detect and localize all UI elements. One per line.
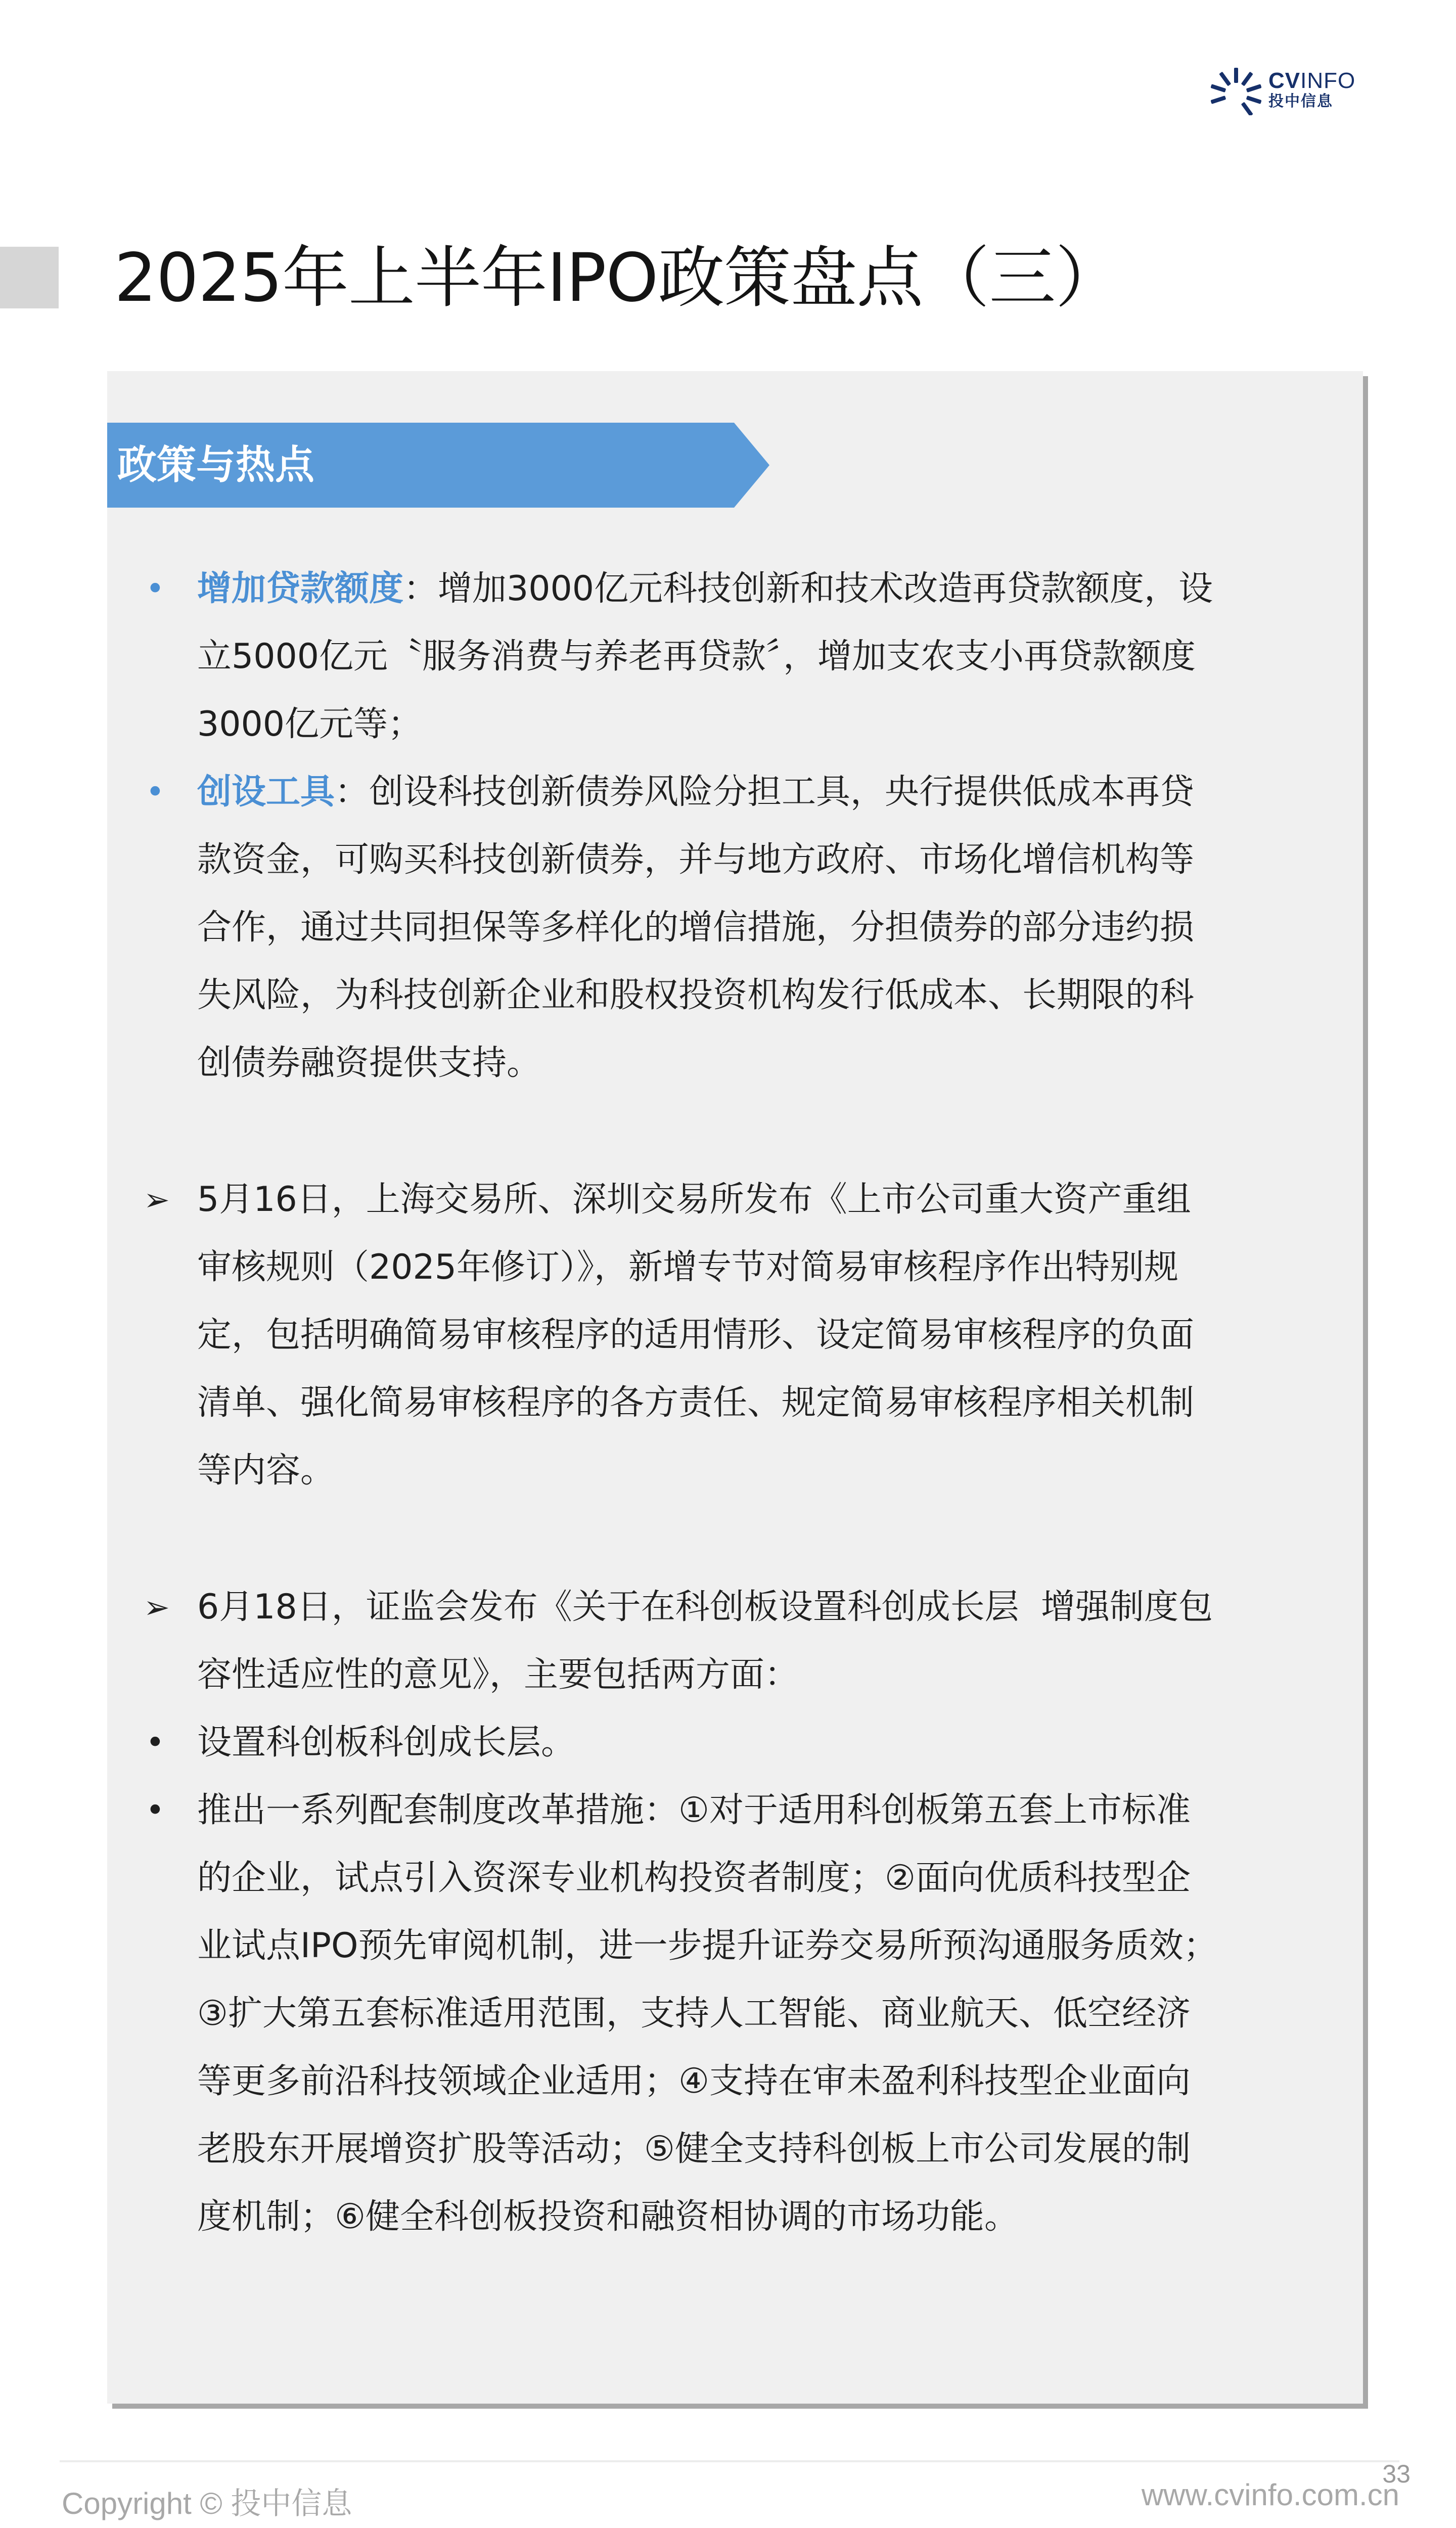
item-line: 定，包括明确简易审核程序的适用情形、设定简易审核程序的负面: [197, 1315, 1195, 1355]
item-line: 度机制；⑥健全科创板投资和融资相协调的市场功能。: [197, 2197, 1019, 2237]
item-line: 3000亿元等；: [197, 704, 423, 744]
brand-logo: [1211, 65, 1355, 115]
cvinfo-logo-icon: [1211, 65, 1261, 115]
item-line: 6月18日，证监会发布《关于在科创板设置科创成长层 增强制度包: [197, 1587, 1213, 1627]
logo-chinese-name: 投中信息: [1268, 93, 1333, 110]
section-tag-label: 政策与热点: [117, 442, 315, 488]
footer-divider: [60, 2460, 1399, 2462]
item-line: 的企业，试点引入资深专业机构投资者制度；②面向优质科技型企: [197, 1858, 1191, 1898]
bullet-marker: •: [146, 1724, 165, 1762]
logo-wordmark: CVINFO: [1268, 68, 1356, 93]
item-line: 推出一系列配套制度改革措施：①对于适用科创板第五套上市标准: [197, 1790, 1191, 1830]
item-text: [197, 1709, 1309, 1777]
item-line: 清单、强化简易审核程序的各方责任、规定简易审核程序相关机制: [197, 1383, 1195, 1423]
item-text: [197, 758, 1309, 1097]
bullet-marker: •: [146, 774, 165, 811]
item-text: [197, 1166, 1309, 1505]
item-line: 款资金，可购买科技创新债券，并与地方政府、市场化增信机构等: [197, 840, 1195, 880]
item-line: 5月16日，上海交易所、深圳交易所发布《上市公司重大资产重组: [197, 1180, 1191, 1220]
item-highlight: 创设工具: [197, 772, 335, 812]
title-accent-bar: [0, 247, 59, 308]
item-line: 老股东开展增资扩股等活动；⑤健全支持科创板上市公司发展的制: [197, 2129, 1191, 2169]
item-line: 合作，通过共同担保等多样化的增信措施，分担债券的部分违约损: [197, 908, 1195, 947]
item-line: 失风险，为科技创新企业和股权投资机构发行低成本、长期限的科: [197, 975, 1195, 1015]
item-line: 立5000亿元〝服务消费与养老再贷款〞，增加支农支小再贷款额度: [197, 637, 1196, 676]
bullet-marker: •: [146, 1792, 165, 1829]
item-line: 等内容。: [197, 1451, 335, 1491]
item-text: [197, 1777, 1309, 2251]
page-number: 33: [1382, 2460, 1410, 2488]
item-text: [197, 555, 1309, 758]
page-title: 2025年上半年IPO政策盘点（三）: [114, 239, 1122, 317]
arrow-bullet-icon: ➢: [144, 1181, 170, 1218]
bullet-marker: •: [146, 570, 165, 608]
footer-website-link[interactable]: www.cvinfo.com.cn: [1141, 2478, 1399, 2512]
item-text: [197, 1573, 1309, 1709]
item-line: 创债券融资提供支持。: [197, 1043, 541, 1083]
section-tag: [107, 423, 769, 508]
item-line: ③扩大第五套标准适用范围，支持人工智能、商业航天、低空经济: [197, 1994, 1191, 2034]
item-line: 等更多前沿科技领域企业适用；④支持在审未盈利科技型企业面向: [197, 2061, 1191, 2101]
item-line: 业试点IPO预先审阅机制，进一步提升证券交易所预沟通服务质效；: [197, 1926, 1218, 1966]
item-highlight: 增加贷款额度: [197, 569, 404, 609]
item-line: 创设工具：创设科技创新债券风险分担工具，央行提供低成本再贷: [197, 772, 1195, 812]
item-line: 增加贷款额度：增加3000亿元科技创新和技术改造再贷款额度，设: [197, 569, 1213, 609]
item-line: 审核规则（2025年修订）》，新增专节对简易审核程序作出特别规: [197, 1247, 1179, 1287]
item-line: 容性适应性的意见》，主要包括两方面：: [197, 1655, 799, 1695]
footer-copyright: Copyright © 投中信息: [62, 2487, 352, 2520]
arrow-bullet-icon: ➢: [144, 1589, 170, 1626]
item-line: 设置科创板科创成长层。: [197, 1723, 576, 1763]
